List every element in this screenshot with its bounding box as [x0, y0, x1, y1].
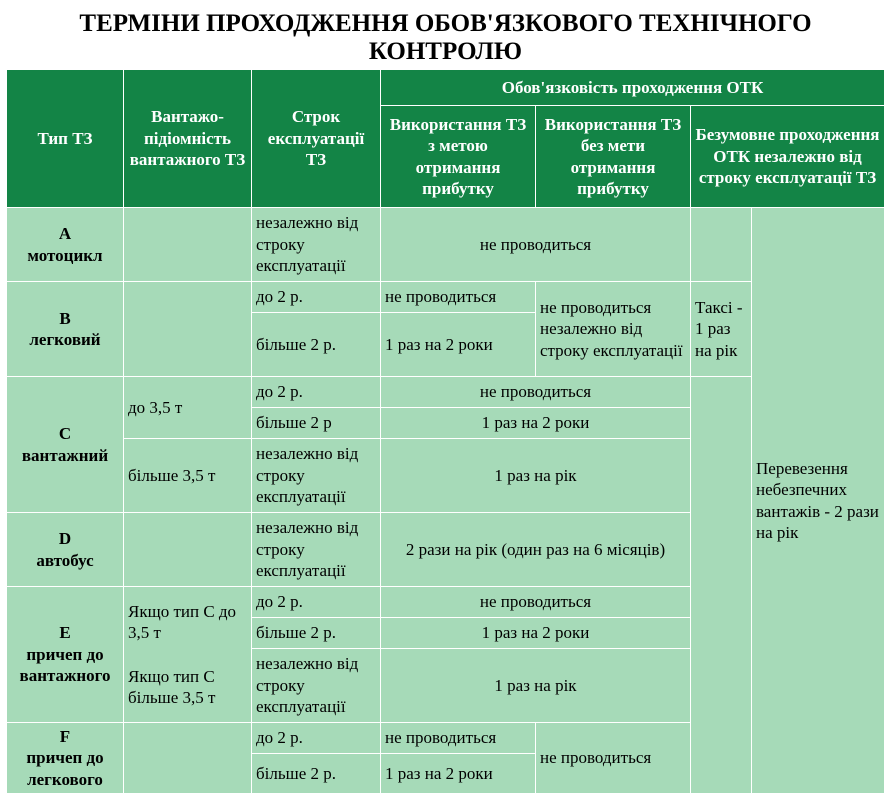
value-cell: не проводиться — [381, 208, 691, 282]
capacity-cell: до 3,5 т — [124, 377, 252, 439]
empty-cell — [691, 377, 752, 794]
type-cell-a — [7, 208, 124, 282]
term-cell: більше 2 р. — [252, 313, 381, 377]
spacer — [128, 644, 247, 666]
type-code: C — [58, 424, 72, 443]
term-cell: більше 2 р. — [252, 618, 381, 649]
profit-cell: 1 раз на 2 роки — [381, 754, 536, 794]
term-cell: більше 2 р — [252, 408, 381, 439]
term-cell: до 2 р. — [252, 282, 381, 313]
type-cell-f — [7, 723, 124, 794]
header-obligation: Обов'язковість проходження ОТК — [381, 70, 885, 106]
value-cell: 1 раз на рік — [381, 649, 691, 723]
profit-cell: не проводиться — [381, 723, 536, 754]
type-name: вантажний — [21, 445, 109, 465]
table-row — [7, 208, 885, 282]
profit-cell: 1 раз на 2 роки — [381, 313, 536, 377]
capacity-text: Якщо тип C до 3,5 т — [128, 601, 237, 642]
page-title-line2: КОНТРОЛЮ — [368, 38, 523, 65]
page-title — [0, 10, 891, 66]
capacity-cell — [124, 513, 252, 587]
type-code: A — [58, 224, 72, 243]
type-code: E — [59, 623, 71, 643]
term-cell: більше 2 р. — [252, 754, 381, 794]
term-cell: до 2 р. — [252, 587, 381, 618]
type-code: B — [59, 308, 71, 328]
header-capacity: Вантажо-підіомність вантажного ТЗ — [124, 70, 252, 208]
dangerous-goods-cell: Перевезення небезпечних вантажів - 2 рази на рік — [752, 208, 885, 794]
term-cell: до 2 р. — [252, 377, 381, 408]
type-name: причеп до легкового — [26, 748, 104, 789]
type-name: легковий — [29, 330, 101, 349]
capacity-text: Якщо тип C більше 3,5 т — [128, 666, 216, 707]
capacity-cell — [124, 723, 252, 794]
capacity-cell — [124, 587, 252, 723]
taxi-cell: Таксі - 1 раз на рік — [691, 282, 752, 377]
inspection-terms-table — [6, 69, 885, 794]
header-type: Тип ТЗ — [7, 70, 124, 208]
term-cell: незалежно від строку експлуатації — [252, 208, 381, 282]
term-cell: до 2 р. — [252, 723, 381, 754]
type-cell-c — [7, 377, 124, 513]
value-cell: 2 рази на рік (один раз на 6 місяців) — [381, 513, 691, 587]
capacity-cell: більше 3,5 т — [124, 439, 252, 513]
capacity-cell — [124, 282, 252, 377]
term-cell: незалежно від строку експлуатації — [252, 649, 381, 723]
type-name: причеп до вантажного — [19, 644, 111, 686]
no-profit-cell: не проводиться незалежно від строку експлуатації — [536, 282, 691, 377]
value-cell: не проводиться — [381, 587, 691, 618]
no-profit-cell: не проводиться — [536, 723, 691, 794]
capacity-cell — [124, 208, 252, 282]
type-code: D — [58, 529, 72, 548]
term-cell: незалежно від строку експлуатації — [252, 439, 381, 513]
header-term: Строк експлуатації ТЗ — [252, 70, 381, 208]
value-cell: 1 раз на 2 роки — [381, 408, 691, 439]
term-cell: незалежно від строку експлуатації — [252, 513, 381, 587]
type-cell-b — [7, 282, 124, 377]
type-name: автобус — [36, 550, 94, 570]
value-cell: 1 раз на рік — [381, 439, 691, 513]
header-unconditional: Безумовне проходження ОТК незалежно від строку експлуатації ТЗ — [691, 106, 885, 208]
value-cell: не проводиться — [381, 377, 691, 408]
profit-cell: не проводиться — [381, 282, 536, 313]
value-cell: 1 раз на 2 роки — [381, 618, 691, 649]
header-no-profit: Використання ТЗ без мети отримання прибутку — [536, 106, 691, 208]
type-name: мотоцикл — [27, 245, 103, 265]
taxi-cell — [691, 208, 752, 282]
page-title-line1: ТЕРМІНИ ПРОХОДЖЕННЯ ОБОВ'ЯЗКОВОГО ТЕХНІЧНОГО — [79, 10, 812, 37]
type-cell-e — [7, 587, 124, 723]
type-cell-d — [7, 513, 124, 587]
type-code: F — [59, 726, 71, 746]
header-profit: Використання ТЗ з метою отримання прибутку — [381, 106, 536, 208]
